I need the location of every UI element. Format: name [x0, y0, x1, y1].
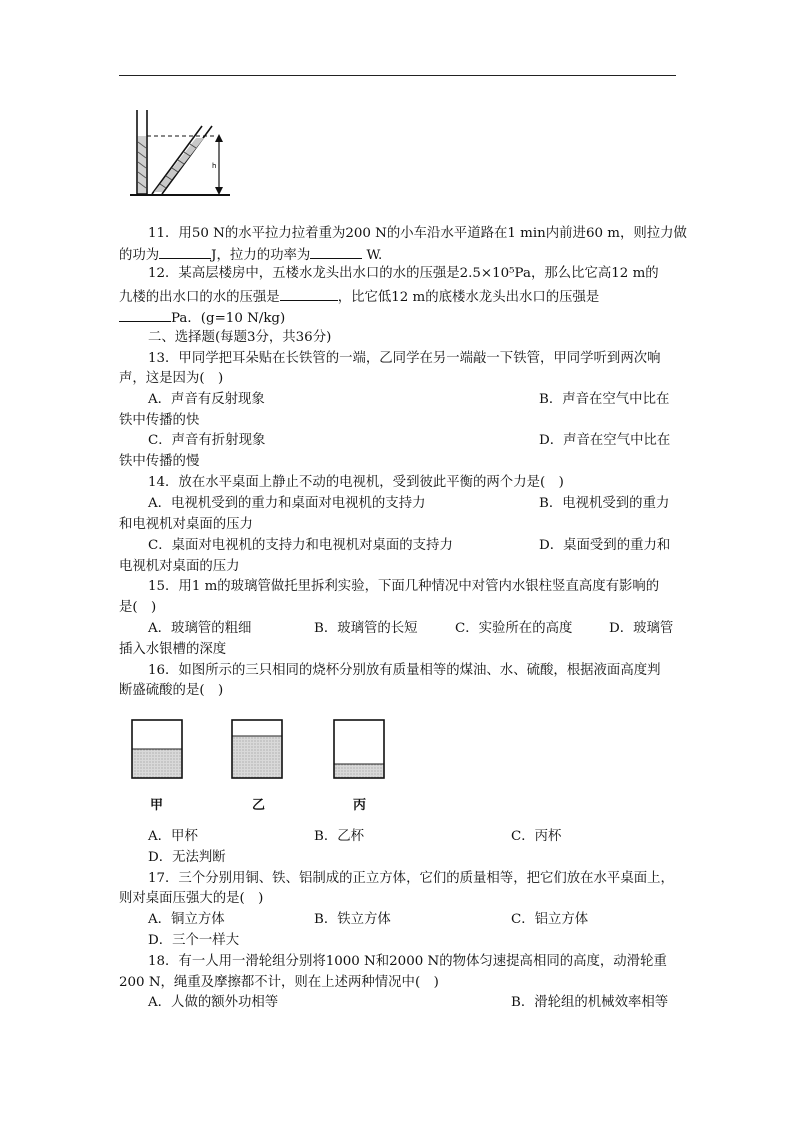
- q12-line2: [119, 287, 599, 307]
- q11-blank-work: [159, 245, 211, 259]
- beaker-label-yi: 乙: [252, 798, 266, 813]
- q13-stem1: 13．甲同学把耳朵贴在长铁管的一端，乙同学在另一端敲一下铁管，甲同学听到两次响: [148, 351, 661, 366]
- q16-option-b: B．乙杯: [314, 829, 365, 844]
- q16-option-c: C．丙杯: [511, 829, 562, 844]
- header-rule: [119, 75, 676, 76]
- beaker-yi: [232, 720, 282, 778]
- q16-option-a: A．甲杯: [148, 829, 198, 844]
- q16-stem2: 断盛硫酸的是( ): [119, 683, 224, 698]
- q11-text-b: J，拉力的功率为: [211, 248, 311, 263]
- q18-option-a: A．人做的额外功相等: [148, 995, 279, 1010]
- q17-option-a: A．铜立方体: [148, 912, 225, 927]
- q13-option-d-cont: 铁中传播的慢: [119, 454, 200, 469]
- q11-text-a: 的功为: [119, 248, 160, 263]
- q11-text-c: W.: [362, 248, 383, 263]
- q13-option-b: B．声音在空气中比在: [539, 392, 670, 407]
- q15-option-a: A．玻璃管的粗细: [148, 621, 252, 636]
- q17-option-c: C．铝立方体: [511, 912, 589, 927]
- q14-option-d: D．桌面受到的重力和: [539, 538, 671, 553]
- beaker-jia: [132, 720, 182, 778]
- q14-option-a: A．电视机受到的重力和桌面对电视机的支持力: [148, 496, 426, 511]
- beaker-label-bing: 丙: [353, 798, 367, 813]
- q11-blank-power: [310, 245, 362, 259]
- q13-option-c: C．声音有折射现象: [148, 433, 266, 448]
- q12-text-b: ，比它低12 m的底楼水龙头出水口的压强是: [337, 290, 600, 305]
- q15-option-b: B．玻璃管的长短: [314, 621, 418, 636]
- height-label: h: [212, 162, 217, 170]
- q17-option-d: D．三个一样大: [148, 933, 240, 948]
- beaker-label-jia: 甲: [150, 798, 164, 813]
- q14-option-c: C．桌面对电视机的支持力和电视机对桌面的支持力: [148, 538, 453, 553]
- q17-stem1: 17．三个分别用铜、铁、铝制成的正立方体，它们的质量相等，把它们放在水平桌面上，: [148, 871, 674, 886]
- q15-stem1: 15．用1 m的玻璃管做托里拆利实验，下面几种情况中对管内水银柱竖直高度有影响的: [148, 579, 660, 594]
- q11-line2: [119, 245, 382, 265]
- q17-option-b: B．铁立方体: [314, 912, 391, 927]
- q16-stem1: 16．如图所示的三只相同的烧杯分别放有质量相等的煤油、水、硫酸，根据液面高度判: [148, 663, 661, 678]
- q13-stem2: 声，这是因为( ): [119, 371, 224, 386]
- q14-option-b-cont: 和电视机对桌面的压力: [119, 517, 253, 532]
- q14-option-d-cont: 电视机对桌面的压力: [119, 559, 240, 574]
- q12-line1: 12．某高层楼房中，五楼水龙头出水口的水的压强是2.5×10⁵Pa，那么比它高12 m的: [148, 266, 659, 281]
- q18-option-b: B．滑轮组的机械效率相等: [511, 995, 669, 1010]
- q15-option-d-cont: 插入水银槽的深度: [119, 642, 227, 657]
- q14-stem: 14．放在水平桌面上静止不动的电视机，受到彼此平衡的两个力是( ): [148, 475, 564, 490]
- q12-blank-ninth-floor: [280, 287, 338, 301]
- q15-stem2: 是( ): [119, 600, 157, 615]
- q13-option-a: A．声音有反射现象: [148, 392, 265, 407]
- beaker-bing: [334, 720, 384, 778]
- q11-line1: 11．用50 N的水平拉力拉着重为200 N的小车沿水平道路在1 min内前进60 m，则拉力做: [148, 226, 687, 241]
- q18-stem1: 18．有一人用一滑轮组分别将1000 N和2000 N的物体匀速提高相同的高度，动滑轮重: [148, 954, 667, 969]
- q18-stem2: 200 N，绳重及摩擦都不计，则在上述两种情况中( ): [119, 975, 439, 990]
- q15-option-d: D．玻璃管: [609, 621, 674, 636]
- q12-text-a: 九楼的出水口的水的压强是: [119, 290, 280, 305]
- tube-figure: [130, 108, 230, 200]
- q17-stem2: 则对桌面压强大的是( ): [119, 891, 264, 906]
- q12-blank-ground-floor: [119, 308, 171, 322]
- q12-text-c: Pa．(g=10 N/kg): [171, 311, 286, 326]
- q14-option-b: B．电视机受到的重力: [539, 496, 670, 511]
- q13-option-b-cont: 铁中传播的快: [119, 413, 200, 428]
- q12-line3: [119, 308, 285, 328]
- q15-option-c: C．实验所在的高度: [455, 621, 573, 636]
- q13-option-d: D．声音在空气中比在: [539, 433, 671, 448]
- section-title: 二、选择题(每题3分，共36分): [148, 330, 332, 345]
- q16-option-d: D．无法判断: [148, 850, 226, 865]
